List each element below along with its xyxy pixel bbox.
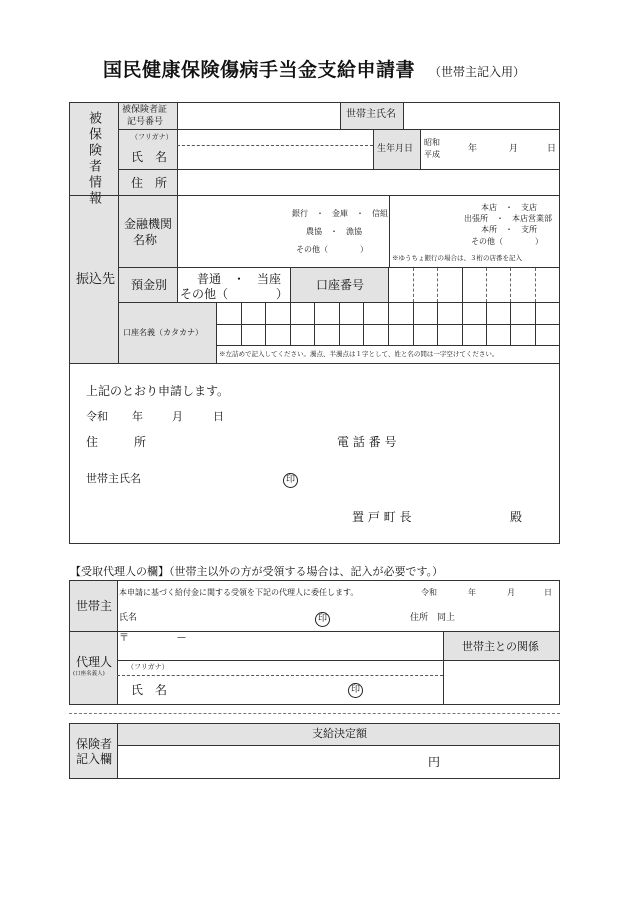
agent-postal-dash: — bbox=[177, 633, 186, 643]
address-label: 住 所 bbox=[131, 176, 168, 190]
amount-field[interactable] bbox=[118, 746, 559, 778]
birth-era-heisei: 平成 bbox=[424, 150, 440, 159]
declaration-phone-label: 電 話 番 号 bbox=[337, 435, 397, 449]
holder-note: ※左詰めで記入してください。濁点、半濁点は１字として、姓と名の間は一字空けてください。 bbox=[219, 350, 499, 358]
head-name-field[interactable] bbox=[404, 103, 559, 129]
birth-era-showa: 昭和 bbox=[424, 138, 440, 147]
insurer-label-line2: 記入欄 bbox=[76, 752, 113, 766]
delegation-name-label: 氏名 bbox=[119, 613, 138, 623]
holder-label: 口座名義（カタカナ） bbox=[123, 328, 203, 337]
transfer-section-label: 振込先 bbox=[76, 272, 116, 287]
account-number-field[interactable] bbox=[389, 268, 559, 302]
cut-line bbox=[69, 713, 560, 714]
head-name-label: 世帯主氏名 bbox=[346, 109, 396, 120]
insured-section-label: 被保険者情報 bbox=[86, 111, 101, 207]
branch-option-3[interactable]: 本所 ・ 支所 bbox=[481, 225, 537, 234]
birth-day: 日 bbox=[547, 144, 557, 154]
declaration-era: 令和 bbox=[86, 410, 108, 423]
institution-label-line1: 金融機関 bbox=[124, 217, 173, 231]
amount-yen: 円 bbox=[428, 755, 441, 769]
amount-label: 支給決定額 bbox=[312, 727, 367, 740]
insurer-label-line1: 保険者 bbox=[76, 737, 113, 751]
agent-postal-mark: 〒 bbox=[119, 633, 129, 644]
relation-field[interactable] bbox=[444, 661, 559, 704]
agent-label: 代理人 bbox=[76, 655, 113, 669]
agent-head-label: 世帯主 bbox=[76, 599, 113, 613]
birth-label: 生年月日 bbox=[377, 144, 414, 154]
declaration-month: 月 bbox=[172, 410, 183, 423]
delegation-era: 令和 bbox=[421, 588, 437, 597]
institution-label-line2: 名称 bbox=[133, 233, 158, 247]
agent-seal-mark: 印 bbox=[348, 683, 363, 698]
holder-left-grey bbox=[119, 345, 216, 363]
agent-section-heading: 【受取代理人の欄】（世帯主以外の方が受領する場合は、記入が必要です。） bbox=[70, 565, 444, 578]
cert-number-label-line2: 記号番号 bbox=[127, 117, 164, 127]
agent-name-field[interactable] bbox=[190, 678, 340, 702]
agent-sublabel: (口座名義人) bbox=[73, 671, 105, 677]
deposit-option-1[interactable]: 普通 ・ 当座 bbox=[197, 272, 282, 286]
name-furigana-field[interactable] bbox=[178, 130, 373, 145]
declaration-year: 年 bbox=[132, 410, 143, 423]
honorific-label: 殿 bbox=[510, 510, 523, 524]
name-furigana-label: （フリガナ） bbox=[131, 133, 173, 141]
agent-name-label: 氏 名 bbox=[131, 683, 168, 697]
institution-label-cell bbox=[119, 196, 177, 267]
mayor-label: 置 戸 町 長 bbox=[352, 510, 412, 524]
declaration-address-label: 住 所 bbox=[86, 435, 147, 449]
delegation-year: 年 bbox=[468, 588, 476, 597]
relation-label: 世帯主との関係 bbox=[462, 640, 539, 653]
delegation-text: 本申請に基づく給付金に関する受領を下記の代理人に委任します。 bbox=[119, 588, 359, 597]
delegation-seal-mark: 印 bbox=[315, 612, 330, 627]
institution-option-2[interactable]: 農協 ・ 漁協 bbox=[306, 227, 362, 236]
branch-option-1[interactable]: 本店 ・ 支店 bbox=[481, 203, 537, 212]
cert-number-field[interactable] bbox=[178, 103, 340, 129]
deposit-option-2[interactable]: その他（ ） bbox=[180, 287, 289, 301]
branch-option-4[interactable]: その他（ ） bbox=[471, 237, 543, 246]
institution-option-1[interactable]: 銀行 ・ 金庫 ・ 信組 bbox=[292, 209, 388, 218]
holder-label-cell bbox=[119, 303, 216, 345]
holder-name-field[interactable] bbox=[217, 303, 559, 345]
agent-furigana-label: （フリガナ） bbox=[127, 663, 169, 671]
delegation-day: 日 bbox=[544, 588, 552, 597]
delegation-month: 月 bbox=[507, 588, 515, 597]
insurer-label-cell bbox=[70, 724, 117, 778]
form-subtitle: （世帯主記入用） bbox=[429, 65, 526, 79]
declaration-statement: 上記のとおり申請します。 bbox=[86, 384, 230, 398]
branch-option-2[interactable]: 出張所 ・ 本店営業部 bbox=[464, 214, 552, 223]
deposit-label: 預金別 bbox=[131, 278, 168, 292]
declaration-seal-mark: 印 bbox=[283, 473, 298, 488]
agent-address-field[interactable] bbox=[118, 645, 443, 660]
cert-number-label-line1: 被保険者証 bbox=[122, 105, 168, 115]
name-field[interactable] bbox=[178, 146, 373, 169]
name-label: 氏 名 bbox=[131, 150, 168, 164]
form-title: 国民健康保険傷病手当金支給申請書 bbox=[103, 59, 416, 81]
declaration-day: 日 bbox=[213, 410, 224, 423]
institution-option-3[interactable]: その他（ ） bbox=[296, 245, 368, 254]
birth-year: 年 bbox=[468, 144, 478, 154]
birth-month: 月 bbox=[509, 144, 519, 154]
delegation-address-label: 住所 同上 bbox=[410, 613, 456, 623]
yucho-note: ※ゆうちょ銀行の場合は、３桁の店番を記入 bbox=[392, 254, 522, 262]
declaration-head-name-label: 世帯主氏名 bbox=[86, 472, 141, 485]
address-field[interactable] bbox=[178, 170, 559, 195]
account-number-label: 口座番号 bbox=[316, 278, 365, 292]
